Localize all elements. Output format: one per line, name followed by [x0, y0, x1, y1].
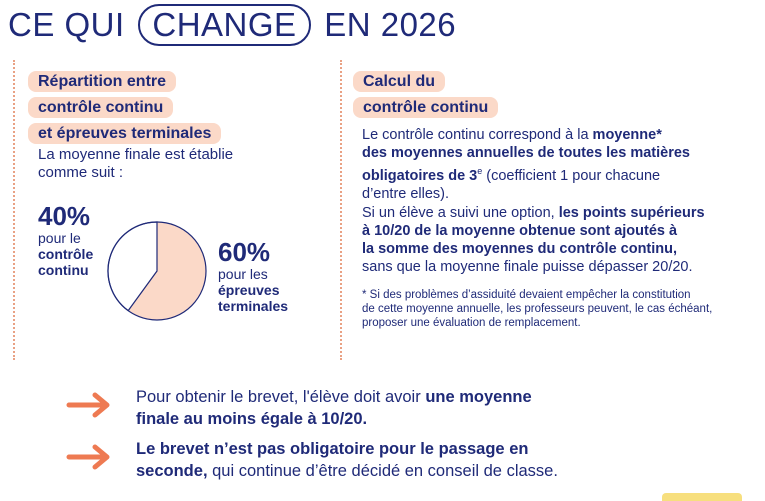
bottom-point-2 — [136, 438, 696, 482]
cc-label: pour le — [38, 230, 81, 246]
p1-bold: obligatoires de 3 — [362, 167, 478, 184]
p1-bold: moyenne* — [592, 127, 662, 143]
footnote — [362, 288, 757, 330]
et-label: terminales — [218, 298, 289, 314]
title-pill: CHANGE — [138, 4, 310, 46]
left-intro — [38, 146, 233, 182]
arrow-right-icon — [66, 444, 112, 470]
bottom-bold: une moyenne — [425, 388, 532, 406]
p1-text: (coefficient 1 pour chacune — [482, 167, 661, 184]
bottom-text: Pour obtenir le brevet, l'élève doit avoir — [136, 388, 426, 406]
p2-bold: la somme des moyennes du contrôle continu, — [362, 241, 678, 257]
intro-line: comme suit : — [38, 164, 124, 181]
left-heading — [28, 70, 328, 146]
center-divider — [340, 60, 342, 360]
left-heading-line: Répartition entre — [28, 71, 176, 92]
right-heading-line: Calcul du — [353, 71, 445, 92]
p2-bold: à 10/20 de la moyenne obtenue sont ajoutés à — [362, 223, 678, 239]
right-heading-line: contrôle continu — [353, 97, 498, 118]
cc-label: continu — [38, 262, 89, 278]
footnote-line: proposer une évaluation de remplacement. — [362, 317, 581, 329]
p2-text: Si un élève a suivi une option, — [362, 205, 559, 221]
decorative-yellow-strip — [662, 493, 742, 501]
p1-text: d’entre elles). — [362, 185, 450, 202]
cc-percent: 40% — [38, 201, 91, 231]
p2-text: sans que la moyenne finale puisse dépasser 20/20. — [362, 259, 693, 275]
cc-label: contrôle — [38, 246, 94, 262]
pie-chart — [106, 220, 208, 322]
right-paragraph-1 — [362, 126, 757, 203]
footnote-line: * Si des problèmes d’assiduité devaient empêcher la constitution — [362, 289, 691, 301]
bottom-bold: seconde, — [136, 462, 208, 480]
et-label: épreuves — [218, 282, 280, 298]
bottom-text: qui continue d’être décidé en conseil de classe. — [207, 462, 558, 480]
footnote-line: de cette moyenne annuelle, les professeurs peuvent, le cas échéant, — [362, 303, 713, 315]
p2-bold: les points supérieurs — [558, 205, 705, 221]
et-percent: 60% — [218, 237, 271, 267]
left-divider — [13, 60, 15, 360]
p1-sup: e — [477, 166, 483, 176]
left-heading-line: contrôle continu — [28, 97, 173, 118]
p1-text: Le contrôle continu correspond à la — [362, 127, 593, 143]
left-heading-line: et épreuves terminales — [28, 123, 221, 144]
page-title — [8, 4, 456, 46]
arrow-right-icon — [66, 392, 112, 418]
et-block — [218, 238, 288, 314]
et-label: pour les — [218, 266, 268, 282]
bottom-bold: Le brevet n’est pas obligatoire pour le passage en — [136, 440, 529, 458]
p1-bold: des moyennes annuelles de toutes les matières — [362, 145, 690, 161]
cc-block — [38, 202, 93, 278]
bottom-point-1 — [136, 386, 696, 430]
intro-line: La moyenne finale est établie — [38, 146, 234, 163]
bottom-bold: finale au moins égale à 10/20. — [136, 410, 368, 428]
right-paragraph-2 — [362, 204, 757, 276]
title-after: EN 2026 — [324, 6, 457, 43]
title-before: CE QUI — [8, 6, 125, 43]
right-heading — [353, 70, 733, 120]
